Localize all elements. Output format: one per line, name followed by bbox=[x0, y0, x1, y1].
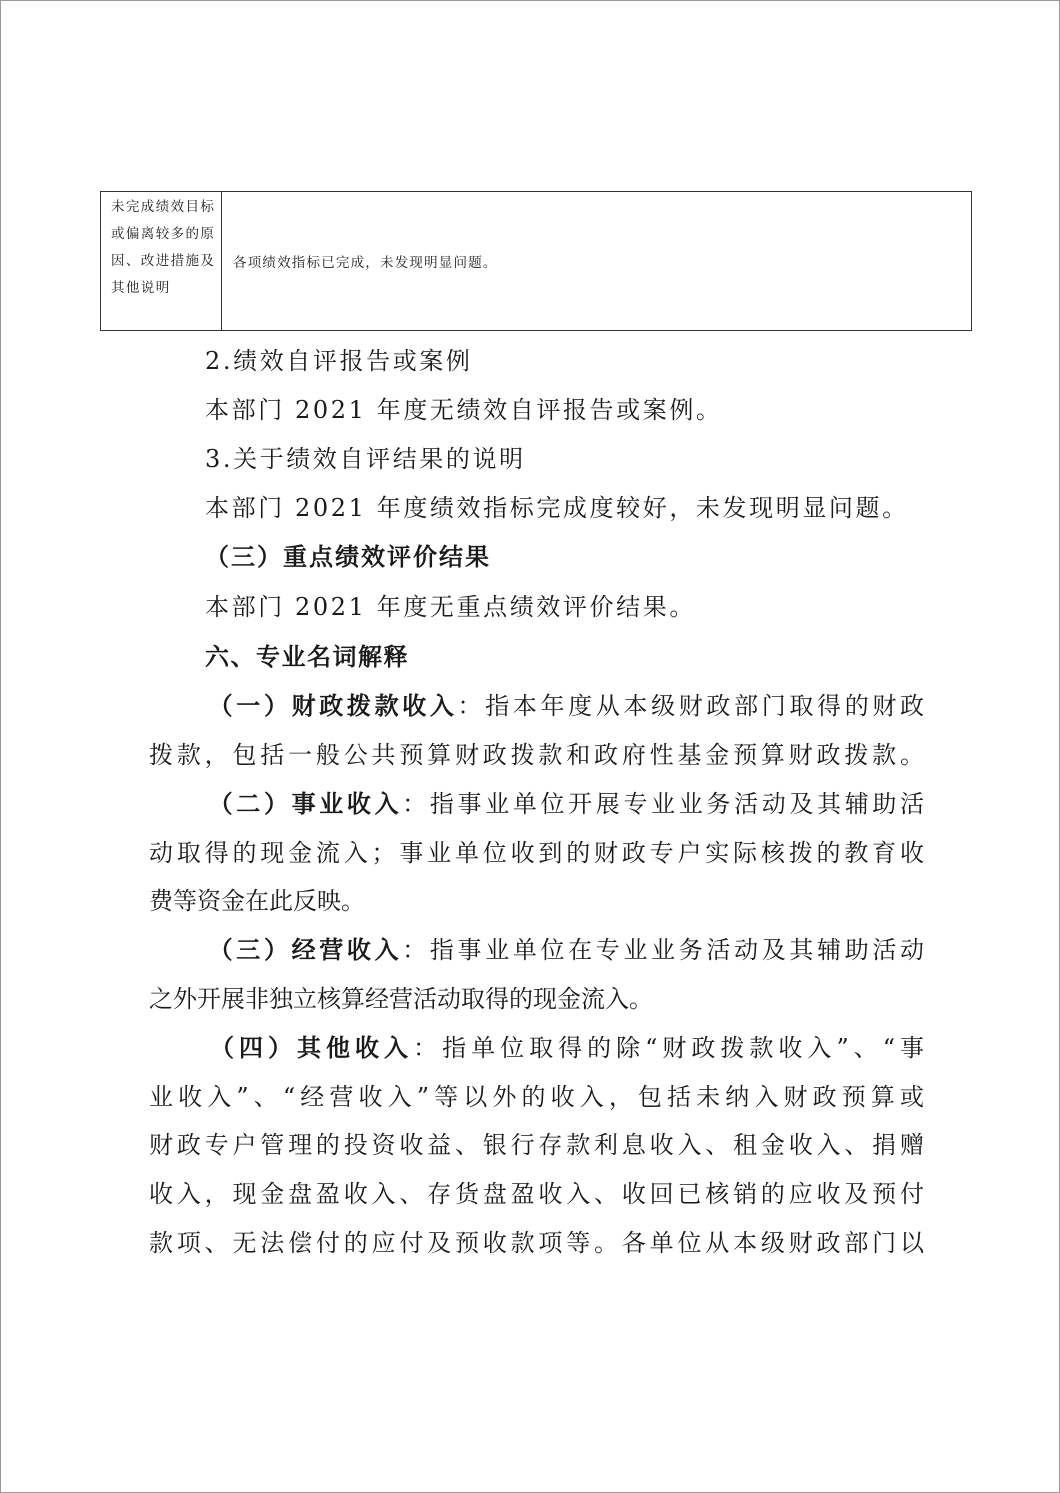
term-text: ：指事业单位开展专业业务活动及其辅助活 bbox=[402, 790, 925, 818]
term-text: 业收入”、“经营收入”等以外的收入，包括未纳入财政预算或 bbox=[149, 1082, 924, 1111]
term-text: ：指单位取得的除“财政拨款收入”、“事 bbox=[413, 1034, 924, 1062]
term-text: 费等资金在此反映。 bbox=[149, 887, 365, 916]
term-line bbox=[149, 1121, 924, 1170]
term-operating-income bbox=[149, 926, 924, 1023]
heading-key-evaluation: （三）重点绩效评价结果 bbox=[205, 543, 491, 571]
term-line bbox=[149, 1024, 924, 1073]
term-text: 财政专户管理的投资收益、银行存款利息收入、租金收入、捐赠 bbox=[149, 1131, 924, 1160]
term-text: ：指事业单位在专业业务活动及其辅助活动 bbox=[402, 936, 925, 964]
term-text: ：指本年度从本级财政部门取得的财政 bbox=[457, 692, 925, 720]
paragraph-self-evaluation-result: 本部门 2021 年度绩效指标完成度较好，未发现明显问题。 bbox=[205, 494, 909, 522]
term-line bbox=[149, 731, 924, 780]
term-title: （二）事业收入 bbox=[205, 790, 403, 818]
term-text: 动取得的现金流入；事业单位收到的财政专户实际核拨的教育收 bbox=[149, 838, 924, 867]
table-value-cell bbox=[222, 192, 971, 330]
heading-self-evaluation-report: 2.绩效自评报告或案例 bbox=[205, 347, 473, 375]
term-line bbox=[149, 1170, 924, 1219]
heading-terms: 六、专业名词解释 bbox=[205, 643, 409, 671]
table-label-cell: 未完成绩效目标或偏离较多的原因、改进措施及其他说明 bbox=[101, 192, 222, 330]
term-text: 拨款，包括一般公共预算财政拨款和政府性基金预算财政拨款。 bbox=[149, 740, 924, 769]
heading-self-evaluation-result: 3.关于绩效自评结果的说明 bbox=[205, 445, 526, 473]
term-text: 之外开展非独立核算经营活动取得的现金流入。 bbox=[149, 984, 653, 1013]
term-business-income bbox=[149, 780, 924, 926]
term-line bbox=[149, 926, 924, 975]
term-line bbox=[149, 877, 924, 926]
term-text: 收入，现金盘盈收入、存货盘盈收入、收回已核销的应收及预付 bbox=[149, 1180, 924, 1209]
paragraph-key-evaluation: 本部门 2021 年度无重点绩效评价结果。 bbox=[205, 593, 696, 621]
term-line bbox=[149, 1219, 924, 1268]
term-line bbox=[149, 780, 924, 829]
term-other-income bbox=[149, 1024, 924, 1267]
term-title: （四）其他收入 bbox=[205, 1034, 414, 1062]
term-line bbox=[149, 1073, 924, 1122]
term-line bbox=[149, 829, 924, 878]
term-fiscal-appropriation bbox=[149, 682, 924, 779]
table-value-text: 各项绩效指标已完成，未发现明显问题。 bbox=[233, 255, 498, 271]
term-line bbox=[149, 682, 924, 731]
term-text: 款项、无法偿付的应付及预收款项等。各单位从本级财政部门以 bbox=[149, 1228, 924, 1257]
term-title: （三）经营收入 bbox=[205, 936, 403, 964]
term-title: （一）财政拨款收入 bbox=[205, 692, 458, 720]
term-line bbox=[149, 975, 924, 1024]
performance-table bbox=[100, 191, 972, 331]
paragraph-self-evaluation-report: 本部门 2021 年度无绩效自评报告或案例。 bbox=[205, 396, 723, 424]
